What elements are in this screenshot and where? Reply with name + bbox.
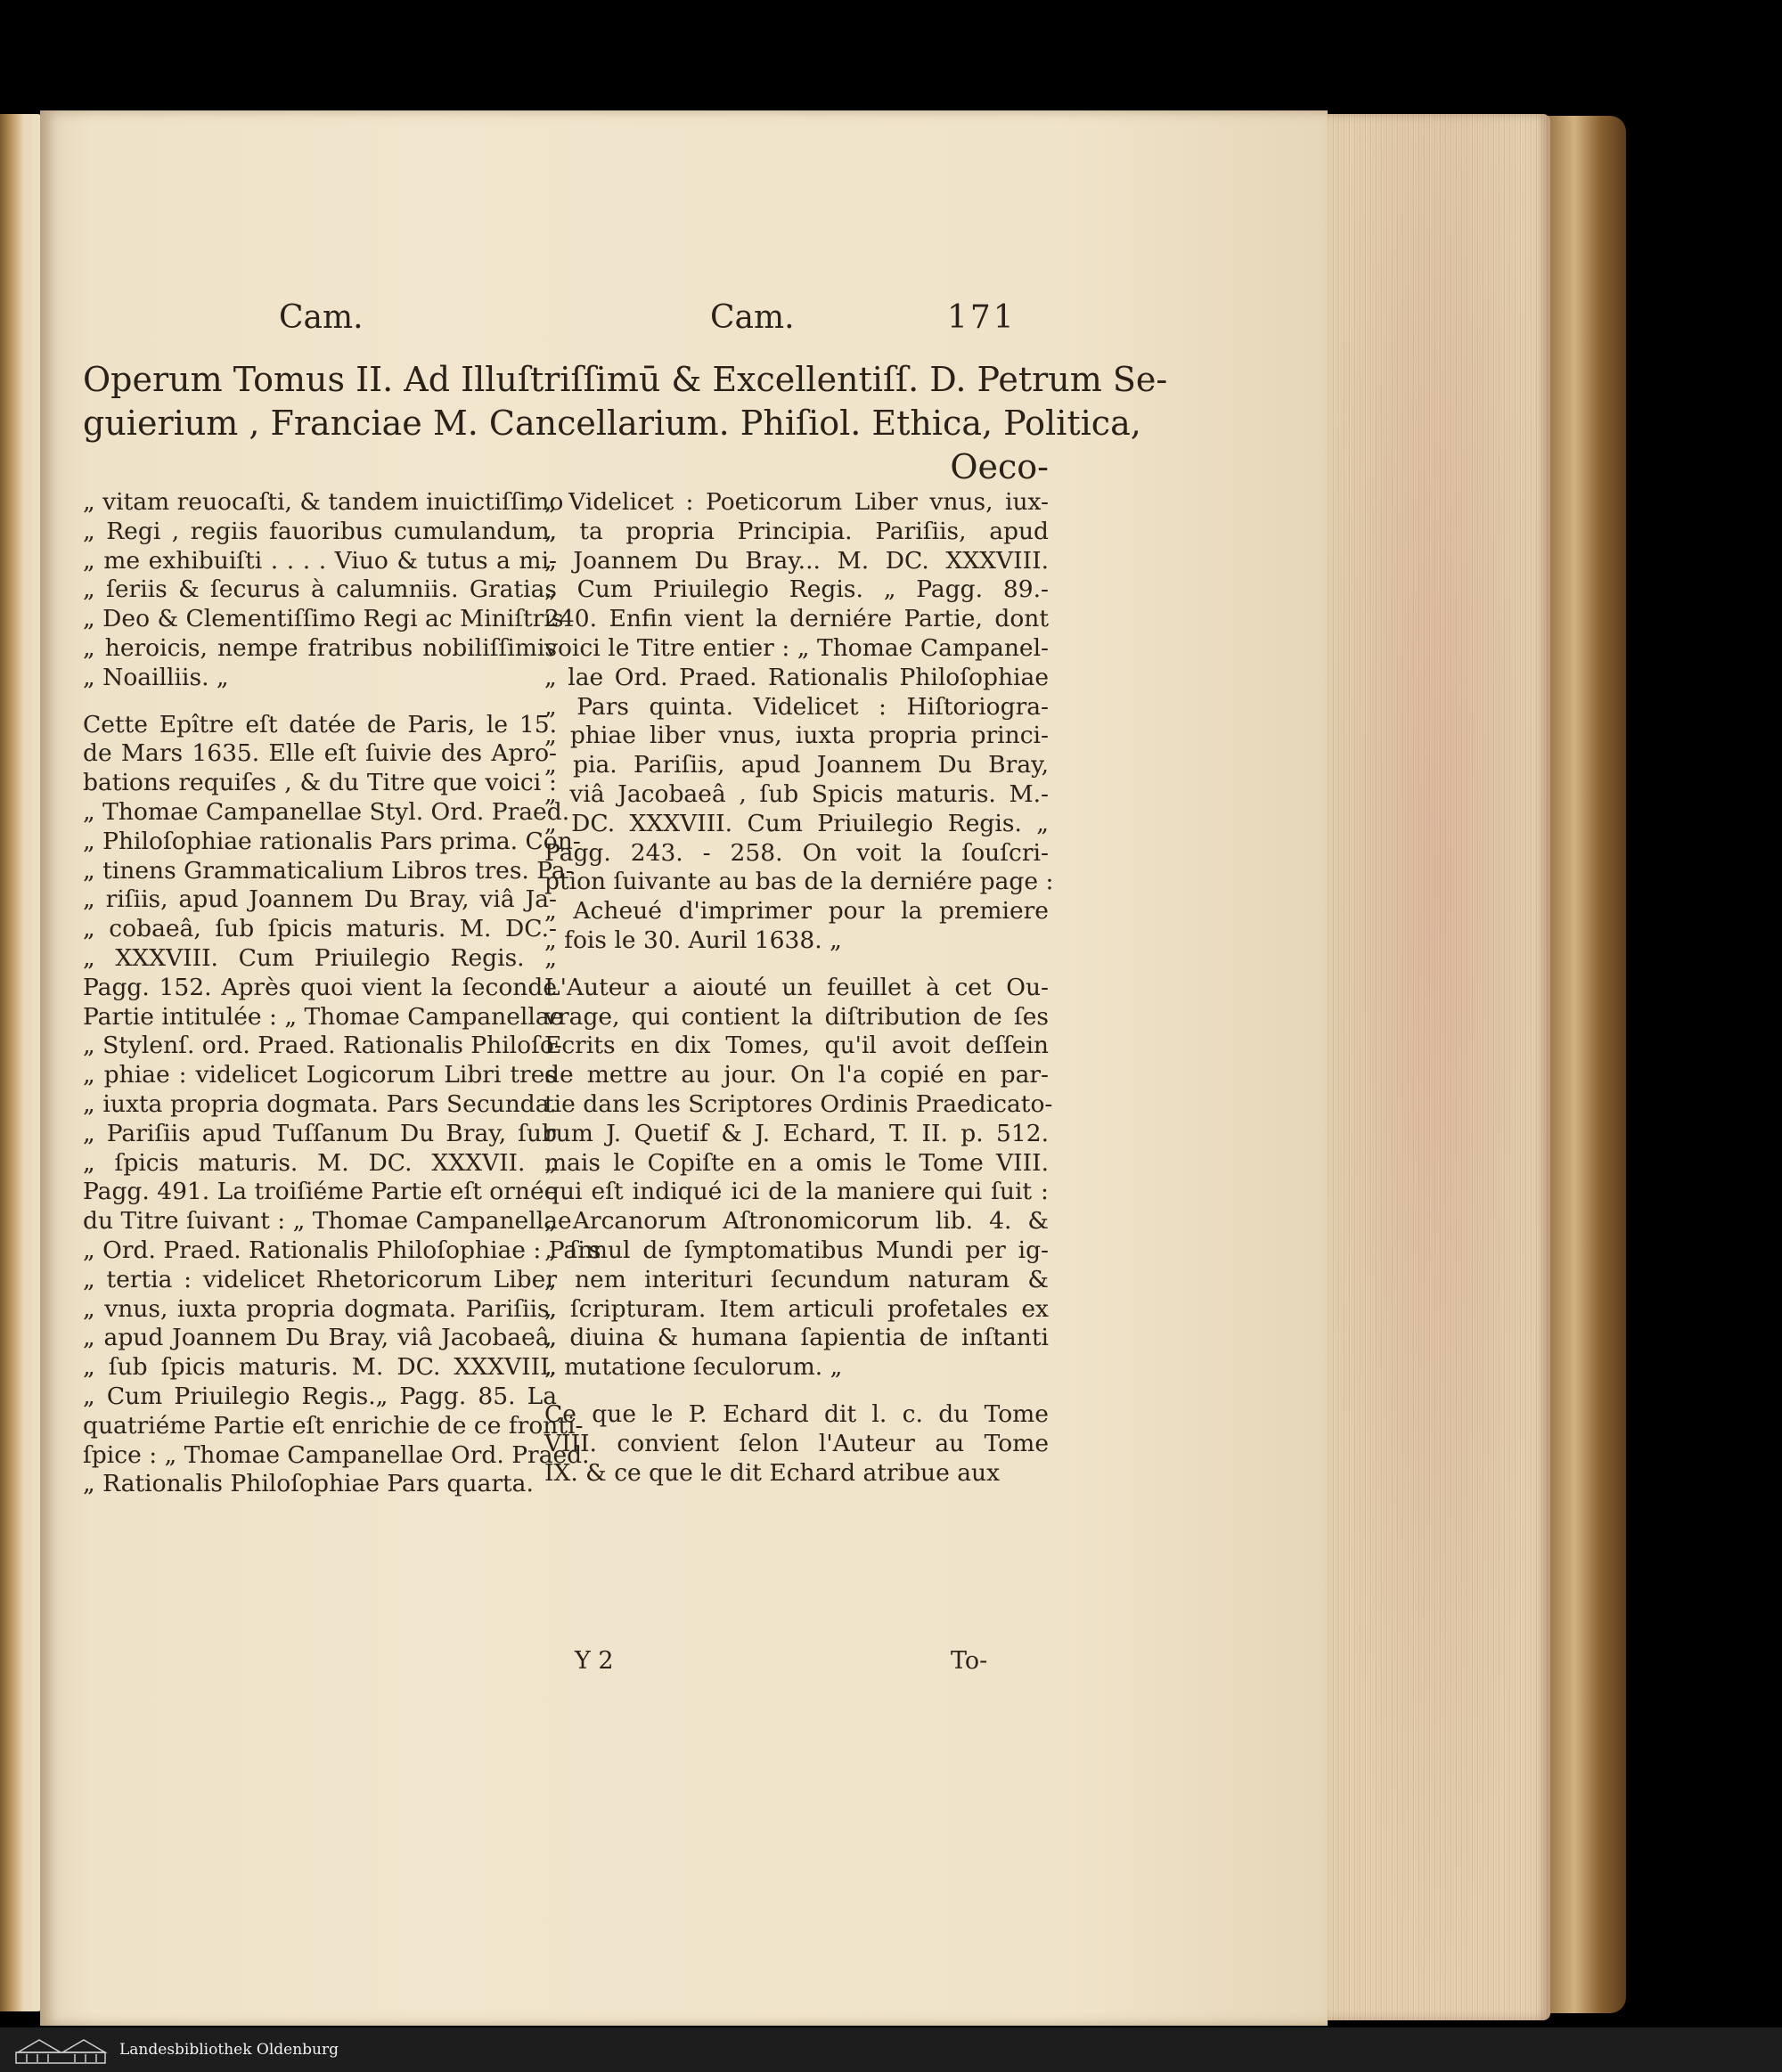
text-line: „ fois le 30. Auril 1638. „ [544,926,842,954]
text-line: „ ſpicis maturis. M. DC. XXXVII. „ [83,1148,557,1177]
signature-mark: Y 2 [575,1647,614,1675]
text-line: tie dans les Scriptores Ordinis Praedicato- [544,1089,1053,1118]
text-line: „ Arcanorum Aſtronomicorum lib. 4. & [544,1207,1049,1236]
running-head-middle: Cam. [710,299,795,336]
right-column [544,488,1054,1488]
text-line: ſpice : „ Thomae Campanellae Ord. Praed. [83,1440,590,1469]
text-line: „ diuina & humana ſapientia de inſtanti [544,1324,1049,1352]
text-line: „ Pariſiis apud Tuſſanum Du Bray, ſub [83,1119,557,1147]
text-line: Pagg. 243. - 258. On voit la ſouſcri- [544,838,1049,867]
text-line: „ XXXVIII. Cum Priuilegio Regis. „ [83,943,557,972]
intro-line: guierium , Franciae M. Cancellarium. Phiſiol. Ethica, Politica, [83,404,1141,443]
paragraph-gap [83,693,557,711]
text-line: „ tertia : videlicet Rhetoricorum Liber [83,1265,557,1293]
text-line: IX. & ce que le dit Echard atribue aux [544,1458,1001,1487]
text-line: Pagg. 152. Après quoi vient la ſeconde [83,973,557,1001]
paragraph-gap [544,956,1049,974]
text-line: „ ta propria Principia. Pariſiis, apud [544,517,1049,545]
text-line: „ Thomae Campanellae Styl. Ord. Praed. [83,797,570,826]
text-line: vrage, qui contient la diſtribution de ſes [544,1002,1049,1031]
library-footer [0,2027,1782,2072]
left-page-edge [0,114,43,2011]
text-line: „ DC. XXXVIII. Cum Priuilegio Regis. „ [544,809,1049,837]
text-line: bations requiſes , & du Titre que voici : [83,769,557,797]
text-line: „ ſimul de ſymptomatibus Mundi per ig- [544,1236,1049,1264]
text-line: „ Noailliis. „ [83,663,229,691]
left-column [83,488,601,1499]
text-line: „ Acheué d'imprimer pour la premiere [544,897,1049,926]
text-line: de mettre au jour. On l'a copié en par- [544,1061,1049,1089]
text-line: Partie intitulée : „ Thomae Campanellae [83,1002,564,1031]
text-line: „ Cum Priuilegio Regis.„ Pagg. 85. La [83,1382,557,1410]
text-line: de Mars 1635. Elle eſt ſuivie des Apro- [83,739,557,768]
text-line: „ tinens Grammaticalium Libros tres. Pa- [83,856,574,885]
text-line: „ Regi , regiis fauoribus cumulandum, [83,517,557,545]
text-line: „ Joannem Du Bray... M. DC. XXXVIII. [544,546,1049,575]
text-line: „ Pars quinta. Videlicet : Hiſtoriogra- [544,692,1049,721]
text-line: „ cobaeâ, ſub ſpicis maturis. M. DC.- [83,915,557,943]
text-line: Cette Epître eſt datée de Paris, le 15. [83,710,557,738]
text-line: L'Auteur a aiouté un feuillet à cet Ou- [544,973,1049,1001]
text-line: Ecrits en dix Tomes, qu'il avoit deſſein [544,1032,1049,1060]
text-line: „ Ord. Praed. Rationalis Philoſophiae : Pars [83,1236,601,1264]
text-line: „ viâ Jacobaeâ , ſub Spicis maturis. M.- [544,779,1049,808]
running-head-left: Cam. [279,299,364,336]
text-line: „ pia. Pariſiis, apud Joannem Du Bray, [544,751,1049,779]
text-line: „ Deo & Clementiſſimo Regi ac Miniſtris [83,605,564,633]
page-edges [1323,114,1550,2020]
text-line: „ ſeriis & ſecurus à calumniis. Gratias [83,575,557,604]
text-line: qui eſt indiqué ici de la maniere qui ſuit : [544,1178,1049,1206]
book-page [40,110,1328,2026]
text-line: rum J. Quetif & J. Echard, T. II. p. 512. [544,1119,1049,1147]
intro-text [83,358,1168,489]
text-line: Ce que le P. Echard dit l. c. du Tome [544,1399,1049,1428]
text-line: quatriéme Partie eſt enrichie de ce fronti- [83,1411,584,1440]
text-line: „ apud Joannem Du Bray, viâ Jacobaeâ, [83,1324,557,1352]
library-building-icon [12,2035,110,2065]
text-line: „ vitam reuocaſti, & tandem inuictiſſimo [83,488,564,516]
library-name: Landesbibliothek Oldenburg [119,2041,339,2059]
text-line: „ vnus, iuxta propria dogmata. Pariſiis, [83,1294,557,1323]
intro-line: Oeco- [950,447,1049,486]
text-line: mais le Copiſte en a omis le Tome VIII. [544,1148,1049,1177]
text-line: voici le Titre entier : „ Thomae Campanel- [544,633,1049,662]
text-line: VIII. convient ſelon l'Auteur au Tome [544,1429,1049,1457]
text-line: „ Philoſophiae rationalis Pars prima. Con- [83,827,581,855]
text-line: „ ſub ſpicis maturis. M. DC. XXXVIII. [83,1353,557,1382]
text-line: „ phiae : videlicet Logicorum Libri tres [83,1061,557,1089]
text-line: „ Rationalis Philoſophiae Pars quarta. [83,1470,534,1498]
intro-line: Operum Tomus II. Ad Illuſtriſſimū & Excellentiſſ. D. Petrum Se- [83,360,1168,399]
text-line: „ phiae liber vnus, iuxta propria princi- [544,722,1049,750]
text-line: „ mutatione ſeculorum. „ [544,1353,843,1382]
catchword: To- [951,1647,988,1675]
text-line: „ Videlicet : Poeticorum Liber vnus, iux- [544,488,1049,516]
text-line: „ Cum Priuilegio Regis. „ Pagg. 89.- [544,575,1049,604]
text-line: „ riſiis, apud Joannem Du Bray, viâ Ja- [83,885,557,914]
paragraph-gap [544,1383,1049,1400]
text-line: du Titre ſuivant : „ Thomae Campanellae [83,1207,572,1236]
text-line: „ lae Ord. Praed. Rationalis Philoſophiae [544,663,1049,691]
text-line: Pagg. 491. La troiſiéme Partie eſt ornée [83,1178,559,1206]
page-number: 171 [947,299,1017,336]
text-line: „ ſcripturam. Item articuli profetales ex [544,1294,1049,1323]
text-line: „ iuxta propria dogmata. Pars Secunda. [83,1089,557,1118]
text-line: 240. Enfin vient la derniére Partie, dont [544,605,1049,633]
text-line: „ Stylenſ. ord. Praed. Rationalis Philoſo- [83,1032,562,1060]
text-line: ption ſuivante au bas de la derniére page : [544,868,1054,896]
text-line: „ me exhibuiſti . . . . Viuo & tutus a mi- [83,546,557,575]
text-line: „ heroicis, nempe fratribus nobiliſſimis [83,633,557,662]
text-line: „ nem interituri ſecundum naturam & [544,1265,1049,1293]
